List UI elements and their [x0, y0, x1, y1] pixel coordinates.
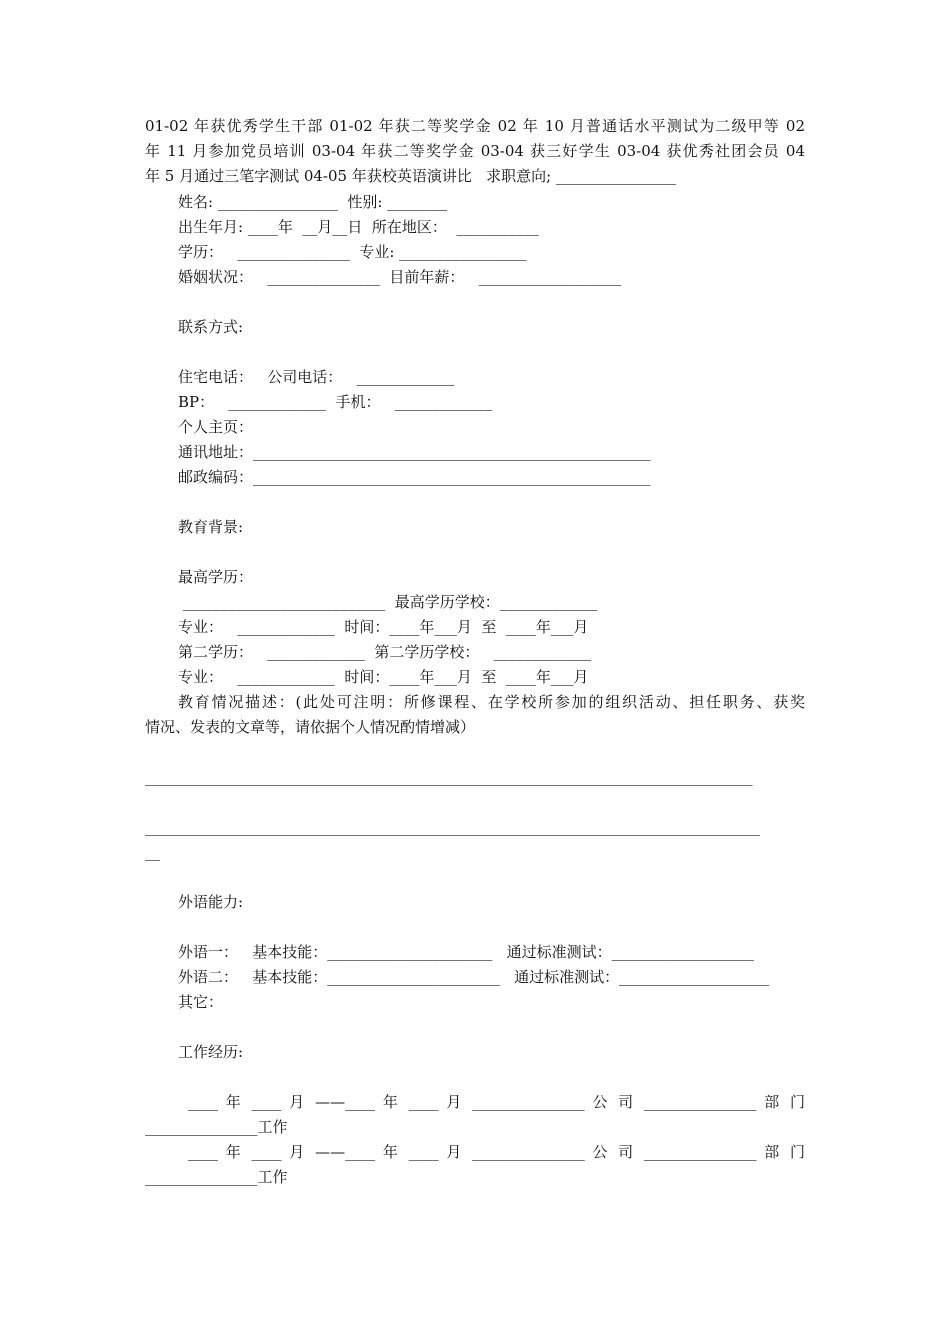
work-entry-1-line-2: _______________工作: [145, 1118, 288, 1136]
education-blank-line-3: __: [145, 843, 160, 861]
name-gender-field: 姓名: ________________ 性别: ________: [178, 193, 448, 211]
major-time-field-2: 专业： _____________ 时间：____年___月 至 ____年___月: [178, 668, 589, 686]
education-description-line-1: 教育情况描述：(此处可注明：所修课程、在学校所参加的组织活动、担任职务、获奖: [178, 693, 805, 711]
contact-heading: 联系方式:: [178, 318, 244, 336]
second-degree-field: 第二学历： _____________ 第二学历学校： _____________: [178, 643, 592, 661]
highest-degree-label: 最高学历：: [178, 568, 254, 586]
intro-line-3-job-intention: 年 5 月通过三笔字测试 04-05 年获校英语演讲比 求职意向; ________________: [145, 167, 676, 185]
education-blank-line-1: _________________________________________________________________________________: [145, 768, 753, 786]
language-other-label: 其它：: [178, 993, 224, 1011]
marital-salary-field: 婚姻状况： _______________ 目前年薪： ___________________: [178, 268, 622, 286]
postcode-field: 邮政编码：_____________________________________________________: [178, 468, 651, 486]
bp-mobile-field: BP： _____________ 手机： _____________: [178, 393, 493, 411]
work-entry-1-line-1: ____ 年 ____ 月 ——____ 年 ____ 月 _______________ 公 司 _______________ 部 门: [188, 1093, 805, 1111]
work-entry-2-line-2: _______________工作: [145, 1168, 288, 1186]
homepage-field: 个人主页：: [178, 418, 254, 436]
education-blank-line-2: __________________________________________________________________________________: [145, 818, 760, 836]
highest-school-field: ___________________________ 最高学历学校：_____________: [178, 593, 598, 611]
phone-field: 住宅电话： 公司电话： _____________: [178, 368, 455, 386]
language-1-field: 外语一： 基本技能：______________________ 通过标准测试：___________________: [178, 943, 755, 961]
education-major-field: 学历： _______________ 专业: _________________: [178, 243, 527, 261]
intro-line-2: 年 11 月参加党员培训 03-04 年获二等奖学金 03-04 获三好学生 03-04 获优秀社团会员 04: [145, 142, 805, 160]
birth-area-field: 出生年月: ____年 __月__日 所在地区： ___________: [178, 218, 539, 236]
education-description-line-2: 情况、发表的文章等，请依据个人情况酌情增减）: [145, 718, 476, 736]
intro-line-1: 01-02 年获优秀学生干部 01-02 年获二等奖学金 02 年 10 月普通话水平测试为二级甲等 02: [145, 117, 805, 135]
major-time-field-1: 专业： _____________ 时间：____年___月 至 ____年___月: [178, 618, 589, 636]
work-heading: 工作经历:: [178, 1043, 244, 1061]
work-entry-2-line-1: ____ 年 ____ 月 ——____ 年 ____ 月 _______________ 公 司 _______________ 部 门: [188, 1143, 805, 1161]
language-2-field: 外语二： 基本技能：_______________________ 通过标准测试：____________________: [178, 968, 770, 986]
address-field: 通讯地址：_____________________________________________________: [178, 443, 651, 461]
language-heading: 外语能力:: [178, 893, 244, 911]
education-heading: 教育背景:: [178, 518, 244, 536]
